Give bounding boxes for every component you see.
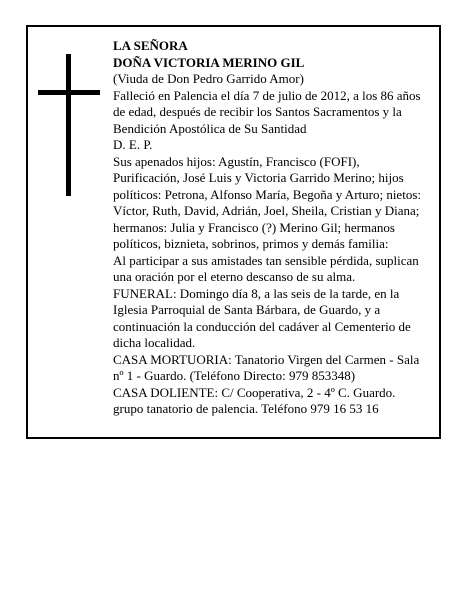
obituary-text <box>113 38 423 418</box>
funeral-details: FUNERAL: Domingo día 8, a las seis de la tarde, en la Iglesia Parroquial de Santa Bárbara, de Guardo, y a continuación la conducción del cadáver al Cementerio de dicha localidad. <box>113 285 411 350</box>
funeral-home-footer: grupo tanatorio de palencia. Teléfono 979 16 53 16 <box>113 401 379 416</box>
prayer-request: Al participar a sus amistades tan sensible pérdida, suplican una oración por el eterno descanso de su alma. <box>113 252 419 284</box>
cross-icon <box>66 54 71 196</box>
home-address: CASA DOLIENTE: C/ Cooperativa, 2 - 4º C. Guardo. <box>113 384 396 400</box>
heading-title: LA SEÑORA <box>113 38 188 53</box>
rip-text: D. E. P. <box>113 137 153 152</box>
death-details: Falleció en Palencia el día 7 de julio de 2012, a los 86 años de edad, después de recibir los Santos Sacramentos y la Bendición Apostólica de Su Santidad <box>113 87 421 136</box>
widow-of: (Viuda de Don Pedro Garrido Amor) <box>113 71 304 86</box>
cross-icon-bar <box>38 90 100 95</box>
family-list: Sus apenados hijos: Agustín, Francisco (FOFI), Purificación, José Luis y Victoria Garrido Merino; hijos políticos: Petrona, Alfonso María, Begoña y Arturo; nietos: Víctor, Ruth, David, Adrián, Joel, Sheila, Cristian y Diana; hermanos: Julia y Francisco (?) Merino Gil; hermanos políticos, biznieta, sobrinos, primos y demás familia: <box>113 153 421 251</box>
deceased-name: DOÑA VICTORIA MERINO GIL <box>113 54 305 70</box>
mortuary-details: CASA MORTUORIA: Tanatorio Virgen del Carmen - Sala nº 1 - Guardo. (Teléfono Directo: 979 853348) <box>113 351 420 383</box>
